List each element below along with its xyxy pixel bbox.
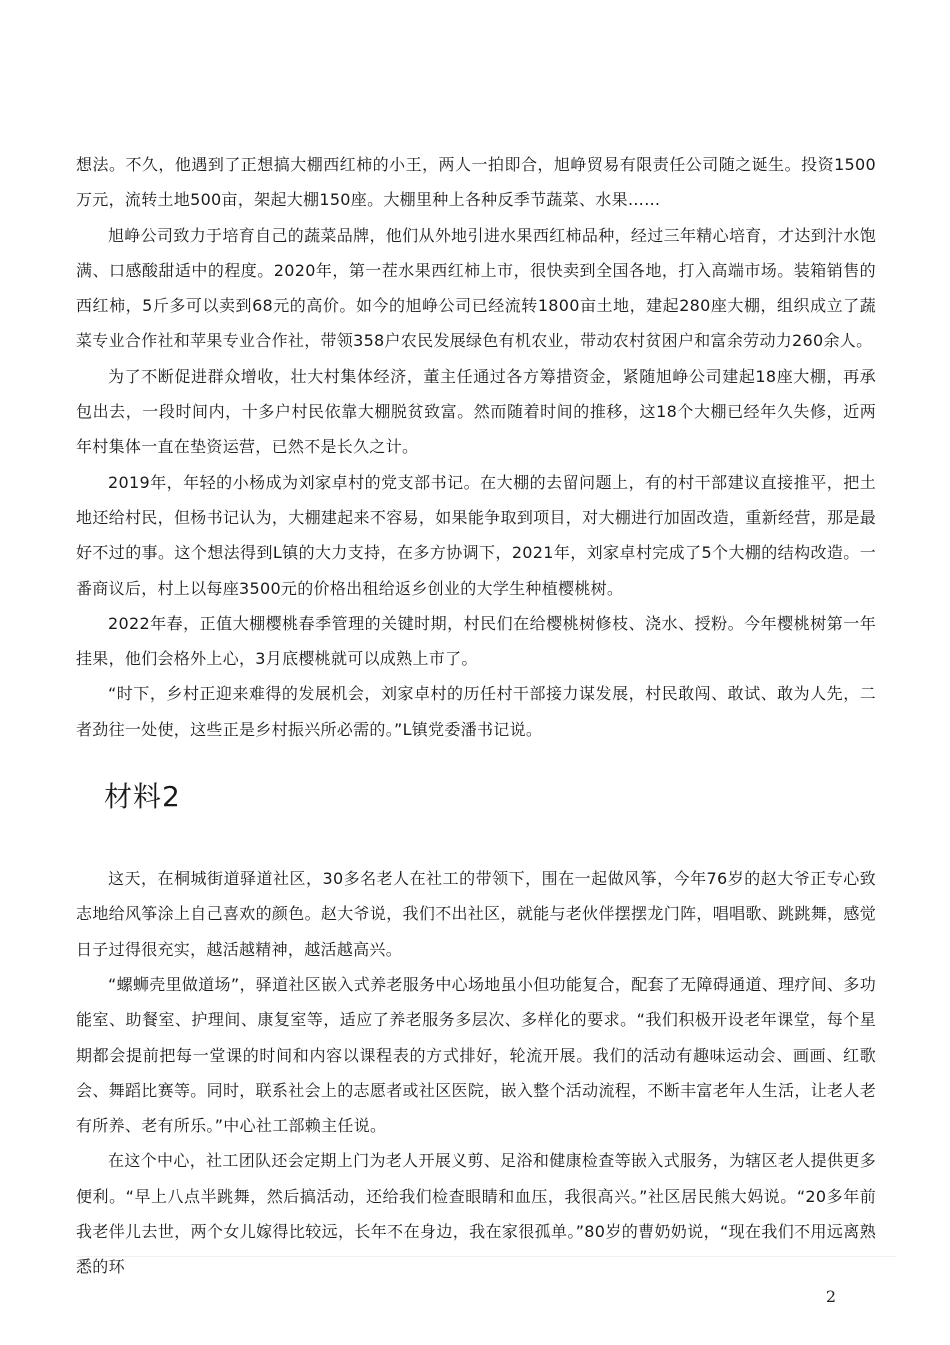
paragraph-pan-quote: “时下，乡村正迎来难得的发展机会，刘家卓村的历任村干部接力谋发展，村民敢闯、敢试、敢为人先，二者劲往一处使，这些正是乡村振兴所必需的。”L镇党委潘书记说。 bbox=[76, 684, 876, 739]
paragraph-kite-making: 这天，在桐城街道驿道社区，30多名老人在社工的带领下，围在一起做风筝，今年76岁的赵大爷正专心致志地给风筝涂上自己喜欢的颜色。赵大爷说，我们不出社区，就能与老伙伴摆摆龙门阵，唱唱歌、跳跳舞，感觉日子过得很充实，越活越精神，越活越高兴。 bbox=[76, 869, 876, 959]
paragraph-village-collective: 为了不断促进群众增收，壮大村集体经济，董主任通过各方筹措资金，紧随旭峥公司建起18座大棚，再承包出去，一段时间内，十多户村民依靠大棚脱贫致富。然而随着时间的推移，这18个大棚已经年久失修，近两年村集体一直在垫资运营，已然不是长久之计。 bbox=[76, 366, 876, 457]
paragraph-elderly-service-center: “螺蛳壳里做道场”，驿道社区嵌入式养老服务中心场地虽小但功能复合，配套了无障碍通道、理疗间、多功能室、助餐室、护理间、康复室等，适应了养老服务多层次、多样化的要求。“我们积极开设老年课堂，每个星期都会提前把每一堂课的时间和内容以课程表的方式排好，轮流开展。我们的活动有趣味运动会、画画、红歌会、舞蹈比赛等。同时，联系社会上的志愿者或社区医院，嵌入整个活动流程，不断丰富老年人生活，让老人老有所养、老有所乐。”中心社工部赖主任说。 bbox=[76, 974, 876, 1136]
footer-divider bbox=[76, 1256, 896, 1257]
paragraph-cherry-spring: 2022年春，正值大棚樱桃春季管理的关键时期，村民们在给樱桃树修枝、浇水、授粉。今年樱桃树第一年挂果，他们会格外上心，3月底樱桃就可以成熟上市了。 bbox=[76, 613, 876, 669]
paragraph-home-services: 在这个中心，社工团队还会定期上门为老人开展义剪、足浴和健康检查等嵌入式服务，为辖区老人提供更多便利。“早上八点半跳舞，然后搞活动，还给我们检查眼睛和血压，我很高兴。”社区居民熊大妈说。“20多年前我老伴儿去世，两个女儿嫁得比较远，长年不在身边，我在家很孤单。”80岁的曹奶奶说，“现在我们不用远离熟悉的环 bbox=[76, 1151, 876, 1277]
document-body bbox=[76, 147, 876, 1285]
paragraph-xuzheng-company: 旭峥公司致力于培育自己的蔬菜品牌，他们从外地引进水果西红柿品种，经过三年精心培育，才达到汁水饱满、口感酸甜适中的程度。2020年，第一茬水果西红柿上市，很快卖到全国各地，打入高端市场。装箱销售的西红柿，5斤多可以卖到68元的高价。如今的旭峥公司已经流转1800亩土地，建起280座大棚，组织成立了蔬菜专业合作社和苹果专业合作社，带领358户农民发展绿色有机农业，带动农村贫困户和富余劳动力260余人。 bbox=[76, 225, 876, 351]
section-title: 材料2 bbox=[104, 780, 181, 814]
page-number: 2 bbox=[825, 1287, 836, 1306]
paragraph-secretary-yang: 2019年，年轻的小杨成为刘家卓村的党支部书记。在大棚的去留问题上，有的村干部建议直接推平，把土地还给村民，但杨书记认为，大棚建起来不容易，如果能争取到项目，对大棚进行加固改造，重新经营，那是最好不过的事。这个想法得到L镇的大力支持，在多方协调下，2021年，刘家卓村完成了5个大棚的结构改造。一番商议后，村上以每座3500元的价格出租给返乡创业的大学生种植樱桃树。 bbox=[76, 472, 876, 598]
paragraph-material1-continued: 想法。不久，他遇到了正想搞大棚西红柿的小王，两人一拍即合，旭峥贸易有限责任公司随之诞生。投资1500万元，流转土地500亩，架起大棚150座。大棚里种上各种反季节蔬菜、水果…… bbox=[76, 155, 876, 210]
